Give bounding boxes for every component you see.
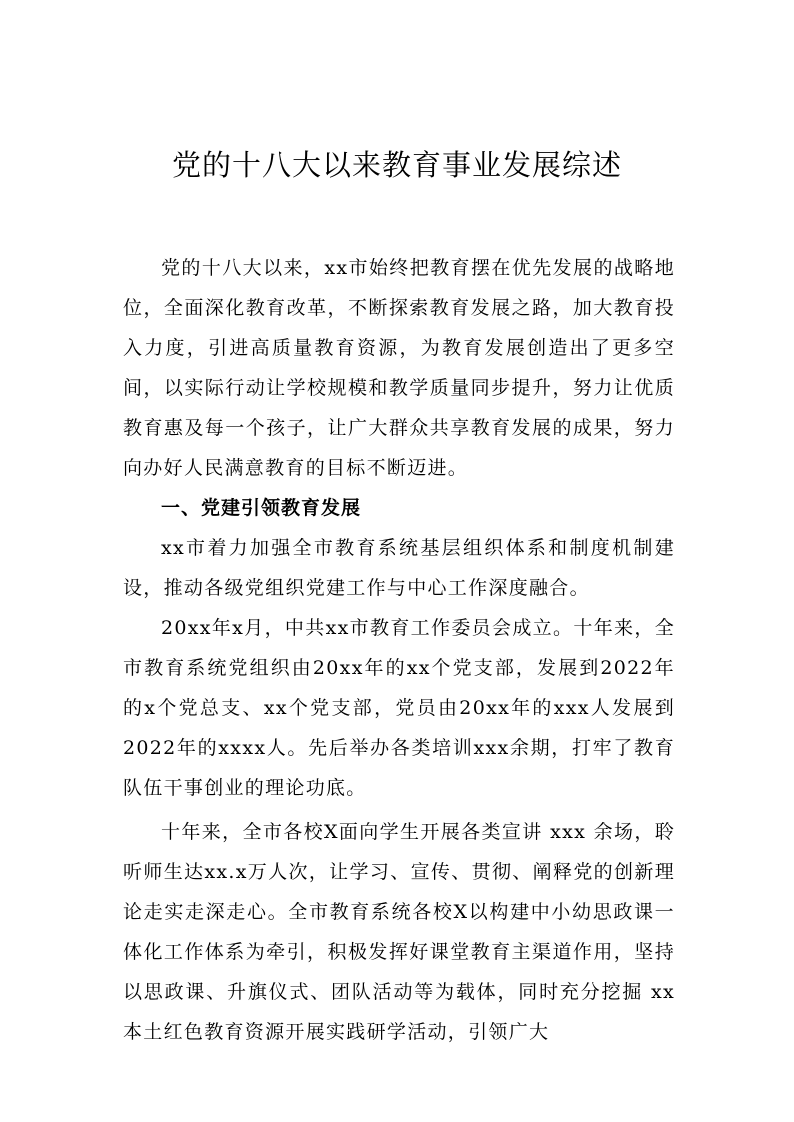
section1-paragraph-1: xx市着力加强全市教育系统基层组织体系和制度机制建设，推动各级党组织党建工作与中心工作深度融合。	[123, 537, 675, 599]
document-title: 党的十八大以来教育事业发展综述	[171, 148, 622, 182]
document-body	[123, 248, 675, 1052]
section1-paragraph-3: 十年来，全市各校X面向学生开展各类宣讲 xxx 余场，聆听师生达xx.x万人次，让学习、宣传、贯彻、阐释党的创新理论走实走深走心。全市教育系统各校X以构建中小幼思政课一体化工作体系为牵引，积极发挥好课堂教育主渠道作用，坚持以思政课、升旗仪式、团队活动等为载体，同时充分挖掘 xx 本土红色教育资源开展实践研学活动，引领广大	[123, 821, 675, 1043]
intro-paragraph: 党的十八大以来，xx市始终把教育摆在优先发展的战略地位，全面深化教育改革，不断探索教育发展之路，加大教育投入力度，引进高质量教育资源，为教育发展创造出了更多空间，以实际行动让学校规模和教学质量同步提升，努力让优质教育惠及每一个孩子，让广大群众共享教育发展的成果，努力向办好人民满意教育的目标不断迈进。	[123, 257, 675, 479]
section1-paragraph-2: 20xx年x月，中共xx市教育工作委员会成立。十年来，全市教育系统党组织由20xx年的xx个党支部，发展到2022年的x个党总支、xx个党支部，党员由20xx年的xxx人发展到2022年的xxxx人。先后举办各类培训xxx余期，打牢了教育队伍干事创业的理论功底。	[123, 617, 675, 799]
section-heading-1: 一、党建引领教育发展	[161, 497, 362, 519]
